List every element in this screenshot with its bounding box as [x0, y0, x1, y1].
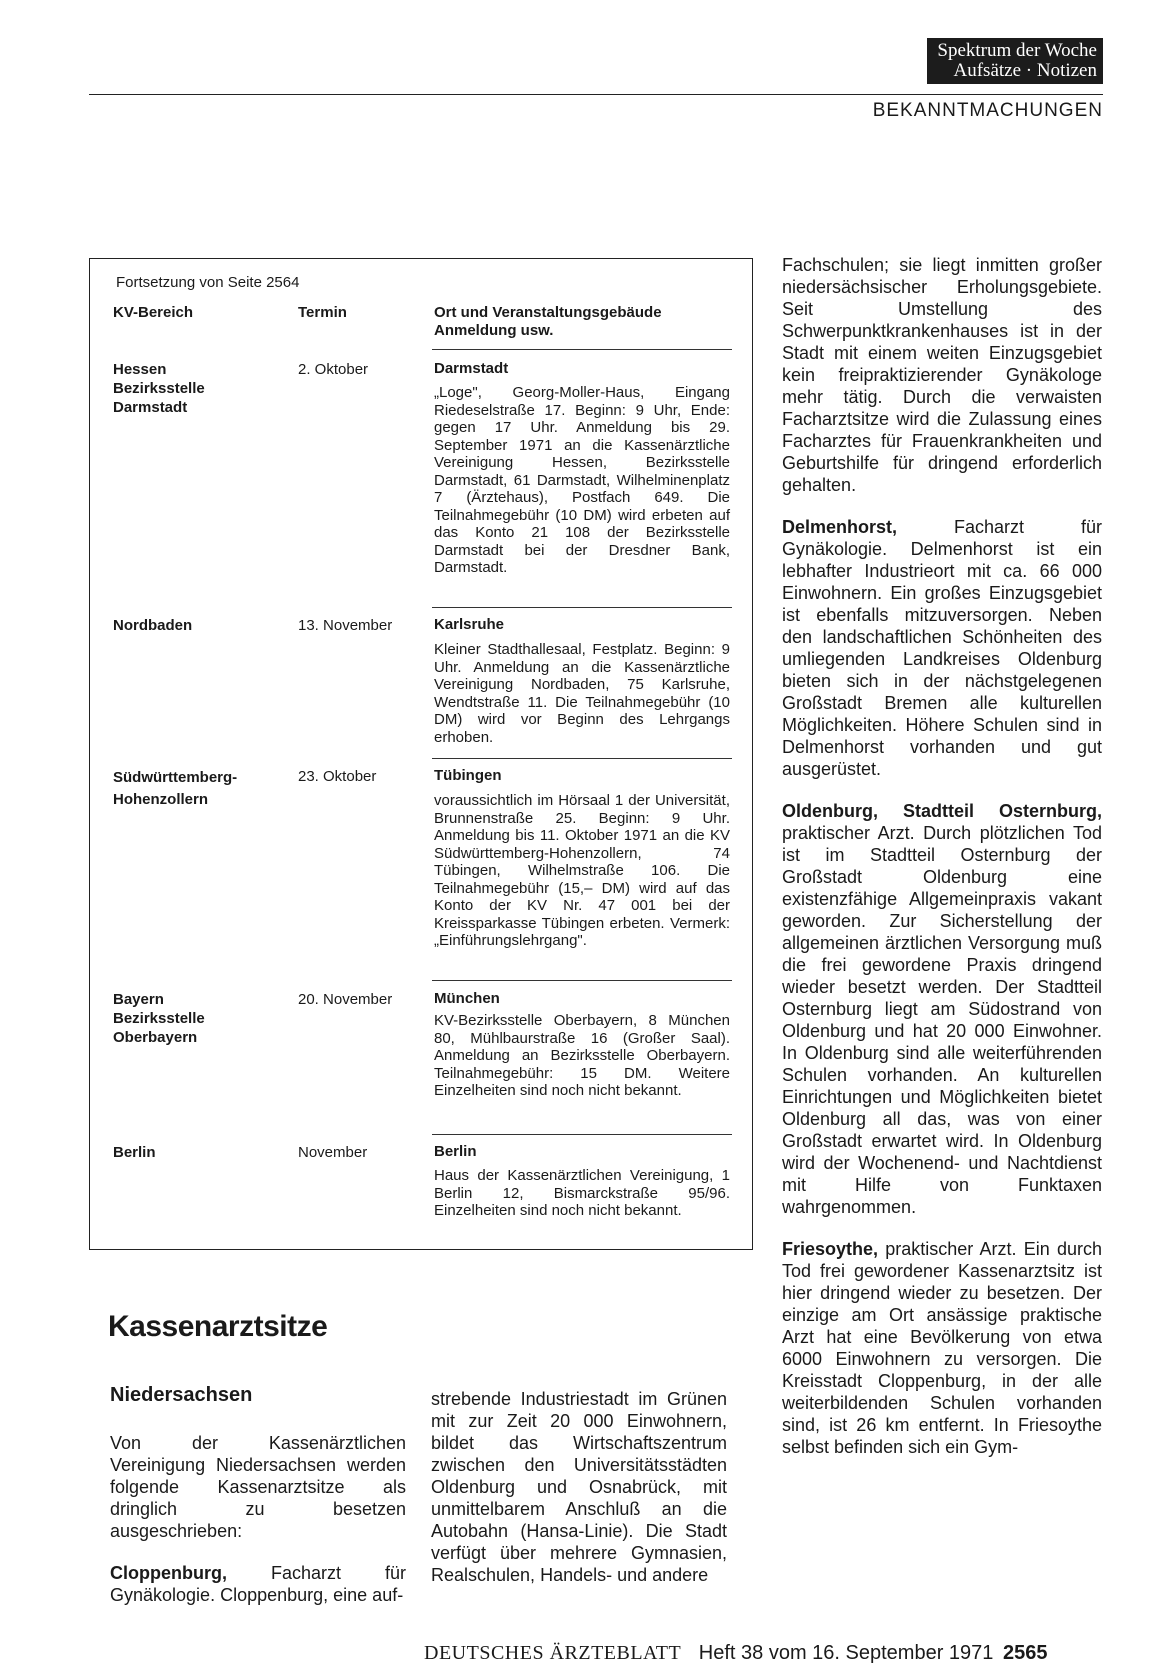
oldenburg-lead: Oldenburg, Stadtteil Osternburg, [782, 801, 1102, 821]
section-title: BEKANNTMACHUNGEN [872, 100, 1103, 121]
article-subtitle: Niedersachsen [110, 1384, 253, 1406]
article-column-2 [431, 1388, 727, 1606]
page-footer [424, 1642, 1047, 1665]
table-cell-detail: Haus der Kassenärztlichen Vereinigung, 1 Berlin 12, Bismarckstraße 95/96. Einzelheiten sind noch nicht bekannt. [434, 1167, 730, 1219]
table-cell-detail: voraussichtlich im Hörsaal 1 der Universität, Brunnenstraße 25. Beginn: 9 Uhr. Anmeldung bis 11. Oktober 1971 an die KV Südwürttemberg-Hohenzollern, 74 Tübingen, Wilhelmstraße 106. Die Teilnahmegebühr (15,– DM) wird auf das Konto der KV Nr. 47 001 bei der Kreissparkasse Tübingen erbeten. Vermerk: „Einführungslehrgang". [434, 792, 730, 949]
table-cell-place: Karlsruhe [434, 616, 505, 633]
table-cell-kv: Hessen Bezirksstelle Darmstadt [113, 361, 205, 416]
article-title: Kassenarztsitze [108, 1310, 328, 1343]
table-cell-place: Tübingen [434, 767, 502, 784]
table-cell-date: 13. November [298, 617, 393, 634]
page-number: 2565 [1002, 1642, 1048, 1664]
row-divider [432, 607, 732, 608]
table-cell-date: 20. November [298, 991, 393, 1008]
row-divider [432, 980, 732, 981]
table-cell-place: Berlin [434, 1143, 477, 1160]
table-cell-detail: „Loge", Georg-Moller-Haus, Eingang Riedeselstraße 17. Beginn: 9 Uhr, Ende: gegen 17 Uhr. Anmeldung bis 29. September 1971 an die Kassenärztliche Vereinigung Hessen, Bezirksstelle Darmstadt, 61 Darmstadt, Wilhelminenplatz 7 (Ärztehaus), Postfach 649. Die Teilnahmegebühr (10 DM) wird erbeten auf das Konto 21 108 der Bezirksstelle Darmstadt bei der Dresdner Bank, Darmstadt. [434, 384, 730, 576]
table-cell-date: 2. Oktober [298, 361, 369, 378]
section-brand-label [927, 38, 1103, 84]
continuation-note: Fortsetzung von Seite 2564 [116, 274, 300, 291]
journal-name: DEUTSCHES ÄRZTEBLATT [424, 1642, 682, 1664]
delmenhorst-text: Facharzt für Gynäkologie. Delmenhorst ist ein lebhafter Industrieort mit ca. 66 000 Einwohnern. Ein großes Einzugsgebiet ist ebenfalls mitzuversorgen. Neben den landschaftlichen Schönheiten des umliegenden Landkreises Oldenburg bieten sich in der nächstgelegenen Großstadt Bremen alle kulturellen Möglichkeiten. Höhere Schulen sind in Delmenhorst vorhanden und gut ausgerüstet. [782, 517, 1102, 779]
table-cell-date: 23. Oktober [298, 768, 377, 785]
oldenburg-text: praktischer Arzt. Durch plötzlichen Tod ist im Stadtteil Osternburg der Großstadt Oldenburg eine existenzfähige Allgemeinpraxis vakant geworden. Zur Sicherstellung der allgemeinen ärztlichen Versorgung muß die frei gewordene Praxis dringend wieder besetzt werden. Der Stadtteil Osternburg liegt am Südostrand von Oldenburg und hat 20 000 Einwohner. In Oldenburg sind alle weiterführenden Schulen vorhanden. An kulturellen Einrichtungen und Möglichkeiten bietet Oldenburg all das, was von einer Großstadt erwartet wird. In Oldenburg wird der Wochenend- und Nachtdienst mit Hilfe von Funktaxen wahrgenommen. [782, 823, 1102, 1217]
column-header-kv: KV-Bereich [113, 304, 194, 321]
issue-info: Heft 38 vom 16. September 1971 [698, 1642, 994, 1664]
col2-paragraph: strebende Industriestadt im Grünen mit zur Zeit 20 000 Einwohnern, bildet das Wirtschaftszentrum zwischen den Universitätsstädten Oldenburg und Osnabrück, mit unmittelbarem Anschluß an die Autobahn (Hansa-Linie). Die Stadt verfügt über mehrere Gymnasien, Realschulen, Handels- und andere [431, 1389, 727, 1585]
oldenburg-paragraph [782, 800, 1102, 1218]
col3-paragraph-1: Fachschulen; sie liegt inmitten großer niedersächsischer Erholungsgebiete. Seit Umstellung des Schwerpunktkrankenhauses ist in der Stadt mit einem weiten Einzugsgebiet kein freipraktizierender Gynäkologe mehr tätig. Durch die verwaisten Facharztsitze wird die Zulassung eines Facharztes für Frauenkrankheiten und Geburtshilfe für dringend erforderlich gehalten. [782, 255, 1102, 495]
brand-line-1: Spektrum der Woche [937, 40, 1097, 61]
delmenhorst-lead: Delmenhorst, [782, 517, 898, 537]
table-cell-detail: Kleiner Stadthallesaal, Festplatz. Beginn: 9 Uhr. Anmeldung an die Kassenärztliche Vereinigung Nordbaden, 75 Karlsruhe, Wendtstraße 11. Die Teilnahmegebühr (10 DM) wird vor Beginn des Lehrgangs erhoben. [434, 641, 730, 746]
cloppenburg-paragraph [110, 1562, 406, 1606]
row-divider [432, 1134, 732, 1135]
column-header-termin: Termin [298, 304, 347, 321]
table-cell-date: November [298, 1144, 368, 1161]
delmenhorst-paragraph [782, 516, 1102, 780]
friesoythe-lead: Friesoythe, [782, 1239, 879, 1259]
row-divider [432, 349, 732, 350]
table-cell-place: München [434, 990, 500, 1007]
row-divider [432, 758, 732, 759]
table-cell-kv: Nordbaden [113, 617, 193, 634]
article-column-1 [110, 1432, 406, 1626]
table-cell-detail: KV-Bezirksstelle Oberbayern, 8 München 80, Mühlbaurstraße 16 (Großer Saal). Anmeldung an Bezirksstelle Oberbayern. Teilnahmegebühr: 15 DM. Weitere Einzelheiten sind noch nicht bekannt. [434, 1012, 730, 1099]
table-cell-kv: Südwürttemberg- Hohenzollern [113, 769, 238, 808]
article-column-3 [782, 254, 1102, 1478]
brand-line-2: Aufsätze · Notizen [953, 60, 1097, 81]
cloppenburg-lead: Cloppenburg, [110, 1563, 227, 1583]
cloppenburg-text: Facharzt für Gynäkologie. Cloppenburg, eine auf- [110, 1563, 406, 1605]
table-cell-kv: Berlin [113, 1144, 156, 1161]
column-header-ort: Ort und Veranstaltungsgebäude Anmeldung usw. [434, 304, 662, 339]
friesoythe-text: praktischer Arzt. Ein durch Tod frei gewordener Kassenarztsitz ist hier dringend wieder zu besetzen. Der einzige am Ort ansässige praktische Arzt hat eine Bevölkerung von etwa 6000 Einwohnern zu versorgen. Die Kreisstadt Cloppenburg, in der alle weiterbildenden Schulen vorhanden sind, ist 26 km entfernt. In Friesoythe selbst befinden sich ein Gym- [782, 1239, 1102, 1457]
table-cell-kv: Bayern Bezirksstelle Oberbayern [113, 991, 205, 1046]
table-cell-place: Darmstadt [434, 360, 509, 377]
intro-paragraph: Von der Kassenärztlichen Vereinigung Niedersachsen werden folgende Kassenarztsitze als dringlich zu besetzen ausgeschrieben: [110, 1433, 406, 1541]
friesoythe-paragraph [782, 1238, 1102, 1458]
header-rule [89, 94, 1103, 95]
